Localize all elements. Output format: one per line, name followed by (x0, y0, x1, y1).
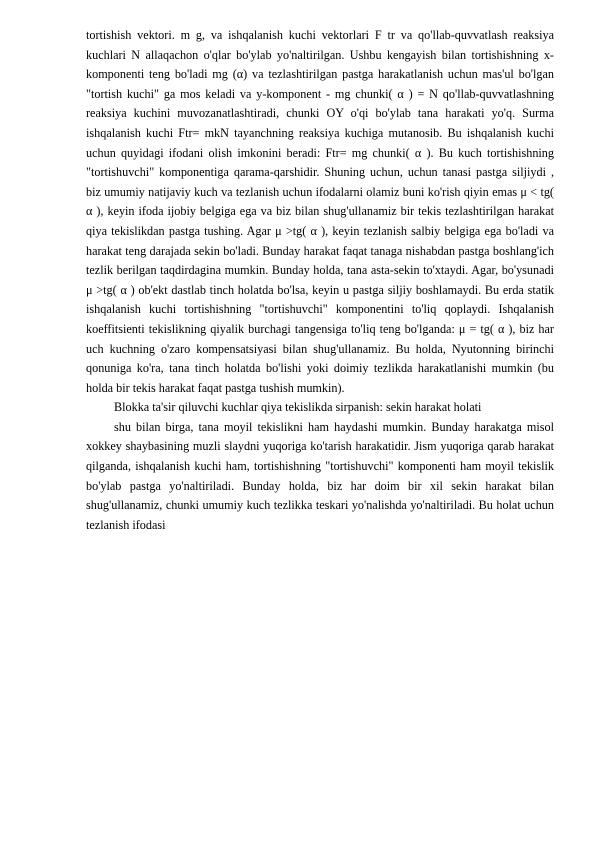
document-body (86, 26, 554, 535)
paragraph-caption: Blokka ta'sir qiluvchi kuchlar qiya tekislikda sirpanish: sekin harakat holati (114, 400, 482, 415)
paragraph-continuation: shu bilan birga, tana moyil tekislikni ham haydashi mumkin. Bunday harakatga misol xokkey shaybasining muzli slaydni yuqoriga ko'tarish harakatidir. Jism yuqoriga qarab harakat qilganda, ishqalanish kuchi ham, tortishishning "tortishuvchi" komponenti ham moyil tekislik bo'ylab pastga yo'naltiriladi. Bunday holda, biz har doim bir xil sekin harakat bilan shug'ullanamiz, chunki umumiy kuch tezlikka teskari yo'nalishda yo'naltiriladi. Bu holat uchun tezlanish ifodasi (86, 419, 554, 532)
paragraph-main: tortishish vektori. m g, va ishqalanish kuchi vektorlari F tr va qo'llab-quvvatlash reaksiya kuchlari N allaqachon o'qlar bo'ylab yo'naltirilgan. Ushbu kengayish bilan tortishishning x-komponenti teng bo'ladi mg (α) va tezlashtirilgan pastga harakatlanish uchun mas'ul bo'lgan "tortish kuchi" ga mos keladi va y-komponent - mg chunki( α ) = N qo'llab-quvvatlashning reaksiya kuchini muvozanatlashtiradi, chunki OY o'qi bo'ylab tana harakati yo'q. Surma ishqalanish kuchi Ftr= mkN tayanchning reaksiya kuchiga mutanosib. Bu ishqalanish kuchi uchun quyidagi ifodani olish imkonini beradi: Ftr= mg chunki( α ). Bu kuch tortishishning "tortishuvchi" komponentiga qarama-qarshidir. Shuning uchun, uchun tanasi pastga siljiydi , biz umumiy natijaviy kuch va tezlanish uchun ifodalarni olamiz buni ko'rish qiyin emas μ < tg( α ), keyin ifoda ijobiy belgiga ega va biz bilan shug'ullanamiz bir tekis tezlashtirilgan harakat qiya tekislikdan pastga tushing. Agar μ >tg( α ), keyin tezlanish salbiy belgiga ega bo'ladi va harakat teng darajada sekin bo'ladi. Bunday harakat faqat tanaga nishabdan pastga boshlang'ich tezlik berilgan taqdirdagina mumkin. Bunday holda, tana asta-sekin to'xtaydi. Agar, bo'ysunadi μ >tg( α ) ob'ekt dastlab tinch holatda bo'lsa, keyin u pastga siljiy boshlamaydi. Bu erda statik ishqalanish kuchi tortishishning "tortishuvchi" komponentini to'liq qoplaydi. Ishqalanish koeffitsienti tekislikning qiyalik burchagi tangensiga to'liq teng bo'lganda: μ = tg( α ), biz har uch kuchning o'zaro kompensatsiyasi bilan shug'ullanamiz. Bu holda, Nyutonning birinchi qonuniga ko'ra, tana tinch holatda bo'lishi yoki doimiy tezlikda harakatlanishi mumkin (bu holda bir tekis harakat faqat pastga tushish mumkin). (86, 28, 554, 395)
